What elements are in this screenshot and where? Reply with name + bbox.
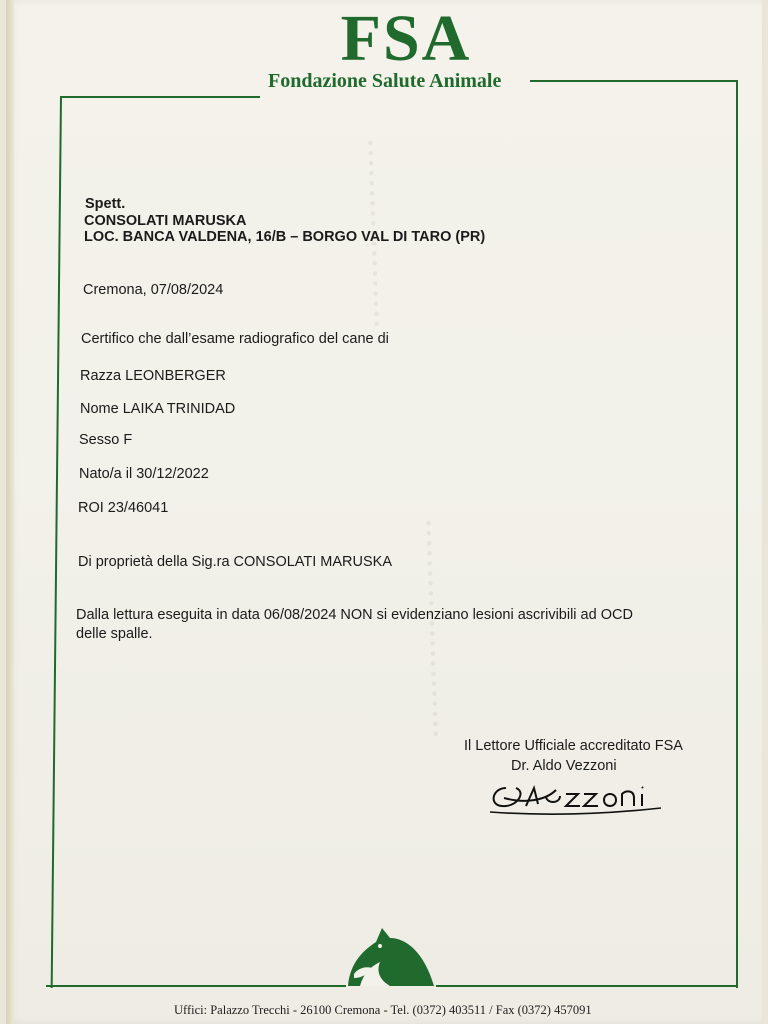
frame-border	[530, 80, 738, 82]
dog-name: Nome LAIKA TRINIDAD	[80, 401, 236, 417]
signatory-role: Il Lettore Ufficiale accreditato FSA	[464, 738, 683, 754]
frame-border	[736, 80, 738, 988]
frame-border	[46, 985, 346, 987]
handwritten-signature	[486, 776, 676, 827]
background-watermark: • • • • • • • • • • • • • • • • • • • • • •	[419, 520, 444, 738]
organization-name: Fondazione Salute Animale	[268, 70, 502, 92]
recipient-salutation: Spett.	[85, 196, 126, 212]
dog-birth-date: Nato/a il 30/12/2022	[79, 466, 209, 482]
background-watermark: • • • • • • • • • • • • • • • • • • •	[361, 140, 385, 327]
recipient-name: CONSOLATI MARUSKA	[84, 213, 247, 229]
frame-border	[51, 96, 62, 988]
fsa-logo: FSA	[340, 2, 472, 75]
recipient-address: LOC. BANCA VALDENA, 16/B – BORGO VAL DI TARO (PR)	[84, 229, 486, 245]
result-line-1: Dalla lettura eseguita in data 06/08/2024 NON si evidenziano lesioni ascrivibili ad OCD	[76, 607, 633, 623]
footer-contacts: Uffici: Palazzo Trecchi - 26100 Cremona - Tel. (0372) 403511 / Fax (0372) 457091	[174, 1003, 592, 1017]
horse-emblem	[346, 922, 438, 993]
paper-edge	[6, 0, 14, 1024]
dog-sex: Sesso F	[79, 432, 133, 448]
result-line-2: delle spalle.	[76, 626, 153, 642]
place-date: Cremona, 07/08/2024	[83, 282, 224, 298]
frame-border	[436, 985, 738, 987]
dog-breed: Razza LEONBERGER	[80, 368, 226, 384]
certificate-sheet	[6, 0, 762, 1024]
intro-text: Certifico che dall’esame radiografico del cane di	[81, 331, 389, 347]
signatory-name: Dr. Aldo Vezzoni	[511, 758, 617, 774]
dog-roi: ROI 23/46041	[78, 500, 169, 516]
frame-border	[60, 96, 260, 98]
owner-line: Di proprietà della Sig.ra CONSOLATI MARUSKA	[78, 554, 393, 570]
result-text	[76, 606, 686, 644]
